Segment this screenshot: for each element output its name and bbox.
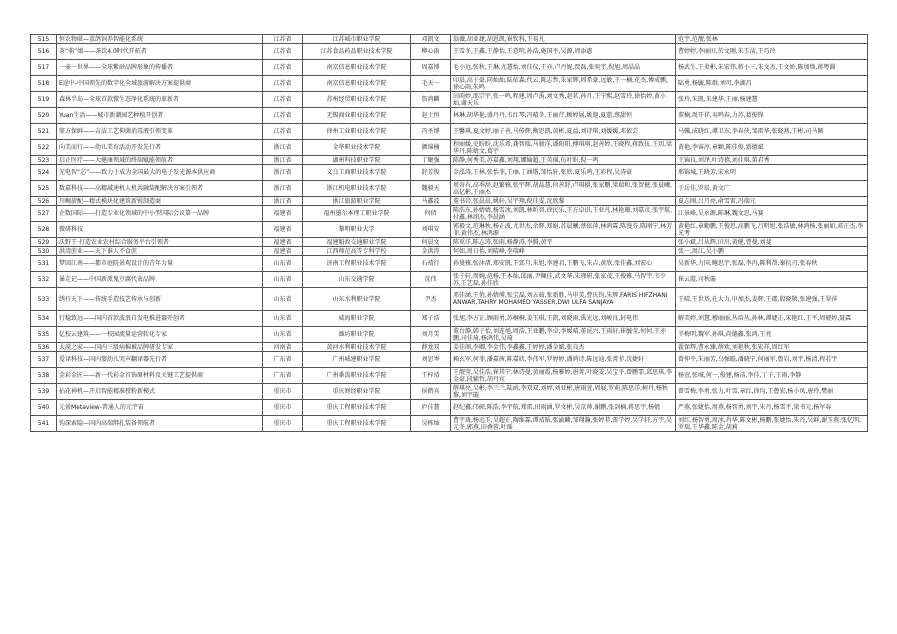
school-name: 浙江旅游职业学院 — [303, 197, 411, 206]
school-name: 徐州工业职业技术学院 — [303, 124, 411, 140]
lead-advisor: 吴栋灿 — [411, 416, 451, 432]
row-number: 537 — [31, 352, 57, 368]
table-row — [31, 76, 868, 92]
project-name: E途中-中国领先的数字化全域旅游解决方案提供商 — [57, 76, 263, 92]
table-row — [31, 247, 868, 256]
project-name: 一壶一世界——全球紫砂品牌形象的传播者 — [57, 60, 263, 76]
instructors: 陆勇,杨毓,陈群,刘可,李湖昌 — [676, 76, 868, 92]
province: 江苏省 — [263, 35, 303, 44]
school-name: 潍坊职业学院 — [303, 327, 411, 343]
team-members: 郭毅文,范琳秋,杨正波,尤世杰,余辉,郑娟,苏晨曦,蔡依萍,林鸿霖,陈漫芬,陈刚宁,林芳菲,黄伟杰,林鸿源 — [451, 222, 676, 238]
lead-advisor: 沈伟 — [411, 272, 451, 288]
province: 浙江省 — [263, 140, 303, 156]
school-name: 山东水利职业学院 — [303, 288, 411, 311]
team-members: 陈静,何秀美,苏嘉鑫,刘翔,娜愉超,王英瑶,伍叶盼,倪一鸣 — [451, 156, 676, 165]
school-name: 浙江机电职业技术学院 — [303, 181, 411, 197]
instructors: 解美婷,刘慧,穆丽丽,丛培丛,孙林,谭婕正,宋艳红,王平,周琥婷,聂霖 — [676, 311, 868, 327]
instructors: 刘红,杨智勇,周冰,肖华,陈文彬,杨鹏,张婕怡,朱丹,吴鲜,谢玉燕,张忆明,罗瑞,王华鑫,陈金,胡莉 — [676, 416, 868, 432]
project-name: 向美而行——幼儿美育活动开发先行者 — [57, 140, 263, 156]
instructors: 张一,周江,吴小鹏 — [676, 247, 868, 256]
team-members: 董台静,韩子怡,刘连旭,周浩,王亚鹏,李卓,李媛晴,董昆兴,王雨轩,崔毓莹,何何,王亦鹏,司佳琦,杨鸿伟,吴琦 — [451, 327, 676, 343]
school-name: 福建船政交通职业学院 — [303, 238, 411, 247]
table-row — [31, 108, 868, 124]
project-name: 拈花神机—开启智能精准授粉新模式 — [57, 384, 263, 400]
instructors: 夏志刚,吕月亮,俞雪雷,冯瑞元 — [676, 197, 868, 206]
lead-advisor: 颜锦楠 — [411, 140, 451, 156]
table-row — [31, 238, 868, 247]
row-number: 541 — [31, 416, 57, 432]
school-name: 广州城建职业学院 — [303, 352, 411, 368]
instructors: 曾仲平,朱丽芳,乌强聪,潘晓宁,何丽军,鲁岩,刘宇,杨清,程若宇 — [676, 352, 868, 368]
row-number: 538 — [31, 368, 57, 384]
school-name: 广州番禺职业技术学院 — [303, 368, 411, 384]
lead-advisor: 庐佳慧 — [411, 400, 451, 416]
team-members: 田雨婷,邵宗宇,张一鸣,程建,周卢禹,刘文秀,赵茗,孙月,王宁熙,赵雪玲,徐怡婷,黄小灿,谢天乐 — [451, 92, 676, 108]
instructors: 于岳佳,罗辰,黄文广 — [676, 181, 868, 197]
team-members: 陈浩东,孙婧婧,杨雪冰,刘凯,林昕智,徐民乐,王方卓识,王亚凡,林艳珊,刘嘉彦,张宇航,付鑫,林翊杰,李晨涵 — [451, 206, 676, 222]
project-name: 爱译科技—国内婴幼儿哭声翻译器先行者 — [57, 352, 263, 368]
row-number: 539 — [31, 384, 57, 400]
province: 广东省 — [263, 352, 303, 368]
table-row — [31, 206, 868, 222]
team-members: 王雪冬,王鑫,王静怡,王意明,孙浩,施国平,吴源,周添惠 — [451, 44, 676, 60]
instructors: 黄艳,李睿淳,章颖,陈佳俊,新德斌 — [676, 140, 868, 156]
instructors: 曾雪梅,李勇,张力,叶雪,章红,徐均,王鲁宏,杨小凤,唐玲,樊丽 — [676, 384, 868, 400]
lead-advisor: 石靖行 — [411, 256, 451, 272]
project-name: 元景Metaview-普通人的元宇宙 — [57, 400, 263, 416]
team-members: 张旭,李方正,顾雨勇,苏桐桐,姜玉琪,王凯,刘晓雨,禹光远,刘峻良,封电伟 — [451, 311, 676, 327]
team-members: 薛琪亮,吴彬,李兰兰,陆函,李双双,刘婷,刘亚彬,唐雨萱,周展,罗莉,陈思洋,柯丹,杨秋黎,刘宇璇 — [451, 384, 676, 400]
province: 江苏省 — [263, 44, 303, 60]
row-number: 528 — [31, 222, 57, 238]
row-number: 535 — [31, 327, 57, 343]
instructors: 张小斌,吕从辉,田川,黄健,曹曼,刘斐 — [676, 238, 868, 247]
lead-advisor: 赵士恒 — [411, 108, 451, 124]
province: 福建省 — [263, 238, 303, 247]
table-row — [31, 327, 868, 343]
instructors: 范宇,范靓,张林 — [676, 35, 868, 44]
province: 山东省 — [263, 288, 303, 311]
team-members: 印晨,高于豪,同灿灿,陆依森,代云,陈志哲,朱家辉,周希豪,远敏,王一楠,花杰,傅成鹏,徐心雨,朱鸣 — [451, 76, 676, 92]
lead-advisor: 丁聚强 — [411, 156, 451, 165]
province: 浙江省 — [263, 156, 303, 165]
row-number: 517 — [31, 60, 57, 76]
province: 重庆市 — [263, 384, 303, 400]
team-members: 翁薇,胡亚捷,胡恩凯,崔钦科,王易凡 — [451, 35, 676, 44]
project-name: 行稳致远——国内首款波浪自发电推进器开创者 — [57, 311, 263, 327]
province: 山东省 — [263, 272, 303, 288]
table-row — [31, 288, 868, 311]
team-members: 林琳,胡华艳,盛丹丹,韦红琴,冯晴冬,王丽芹,顾婷展,姚迦,夏慈,蔡甜恒 — [451, 108, 676, 124]
row-number: 515 — [31, 35, 57, 44]
province: 江苏省 — [263, 60, 303, 76]
province: 江苏省 — [263, 92, 303, 108]
table-row — [31, 352, 868, 368]
lead-advisor: 何倩 — [411, 206, 451, 222]
row-number: 531 — [31, 256, 57, 272]
province: 山东省 — [263, 327, 303, 343]
school-name: 金华职业技术学院 — [303, 140, 411, 156]
row-number: 524 — [31, 165, 57, 181]
team-members: 赵纪鑫,邝硕,陈浩,李宇航,郑雷,田雨涵,罗文彬,吴京帅,谢鹏,张剑楠,蒋思宇,杨婧 — [451, 400, 676, 416]
instructors: 辛梅明,魏军,孙琪,尚德鑫,张鸿,王亮 — [676, 327, 868, 343]
row-number: 521 — [31, 124, 57, 140]
lead-advisor: 柳心雨 — [411, 44, 451, 60]
lead-advisor: 尹杰 — [411, 288, 451, 311]
table-row — [31, 140, 868, 156]
school-name: 济南工程职业技术学院 — [303, 256, 411, 272]
project-name: 微研科技 — [57, 222, 263, 238]
team-members: 姜佳阁,李卿,李金伟,李鑫鑫,王婷婷,潘金斌,张良杰 — [451, 343, 676, 352]
row-number: 522 — [31, 140, 57, 156]
lead-advisor: 冯圣博 — [411, 124, 451, 140]
province: 福建省 — [263, 206, 303, 222]
lead-advisor: 金洪涛 — [411, 247, 451, 256]
award-table — [30, 34, 868, 432]
award-table-body — [31, 35, 868, 432]
lead-advisor: 郑子浩 — [411, 311, 451, 327]
row-number: 527 — [31, 206, 57, 222]
school-name: 黄河水利职业技术学院 — [303, 343, 411, 352]
table-row — [31, 181, 868, 197]
school-name: 黎明职业大学 — [303, 222, 411, 238]
lead-advisor: 刘思岑 — [411, 352, 451, 368]
school-name: 江西师范高等专科学校 — [303, 247, 411, 256]
project-name: 金彩金匠——新一代彩金首饰原材料及关键工艺提供商 — [57, 368, 263, 384]
lead-advisor: 刘琪安 — [411, 222, 451, 238]
project-name: 钩深索隐—国内高端绑扎装备领航者 — [57, 416, 263, 432]
row-number: 530 — [31, 247, 57, 256]
table-row — [31, 222, 868, 238]
project-name: 绣行天下——传统手造技艺传承与创新 — [57, 288, 263, 311]
lead-advisor: 马鑫波 — [411, 197, 451, 206]
team-members: 张于轩,周婉,范杨,王本灿,邱丽,尹佩佳,武文华,朱瑾研,张家茂,王俊雅,马智宇,韦少苏,王艺磊,孙佳欣 — [451, 272, 676, 288]
project-name: 企数国际——打造专业化领域的中小型国际会议第一品牌 — [57, 206, 263, 222]
project-name: 暴走记——中国新派鬼豆腐代表品牌 — [57, 272, 263, 288]
row-number: 519 — [31, 92, 57, 108]
project-name: 梦回江南——都市庭院景观设计的青年力量 — [57, 256, 263, 272]
project-name: 简方保鲜——吉洁工艺抑菌消毒液引领变革 — [57, 124, 263, 140]
row-number: 533 — [31, 288, 57, 311]
table-row — [31, 256, 868, 272]
school-name: 无锡商业职业技术学院 — [303, 108, 411, 124]
team-members: 王靓莹,吴佳浩,崔其宁,林诗曼,黄丽霞,杨雅婷,唐菁,叶晓雯,吴宝平,曾鹏霏,邱思琪,李金豪,段辅哲,胡丹宾 — [451, 368, 676, 384]
school-name: 福州墨尔本理工职业学院 — [303, 206, 411, 222]
table-row — [31, 311, 868, 327]
lead-advisor: 魏毅天 — [411, 181, 451, 197]
table-row — [31, 165, 868, 181]
school-name: 湖州科技职业学院 — [303, 156, 411, 165]
province: 河南省 — [263, 343, 303, 352]
province: 江苏省 — [263, 108, 303, 124]
project-name: 洪湾蔗业——天下谁人不食蔗 — [57, 247, 263, 256]
team-members: 孙曼雅,张沐渚,郑安凯,王郅月,朱旭,李建君,王鹏飞,朱吉,黄欣,张佳鑫,刘宏心 — [451, 256, 676, 272]
province: 广东省 — [263, 368, 303, 384]
row-number: 532 — [31, 272, 57, 288]
lead-advisor: 侯鹤宾 — [411, 384, 451, 400]
instructors: 邢锦城,王晓芳,宋永明 — [676, 165, 868, 181]
province: 浙江省 — [263, 165, 303, 181]
award-list-sheet — [30, 34, 867, 432]
team-members: 王馨琪,夏文婷,丽子善,马传辉,衡思凯,黄彬,夏益,刘诗琪,刘媛媛,邓依芸 — [451, 124, 676, 140]
province: 重庆市 — [263, 400, 303, 416]
project-name: 森林半岛—全球首款微生态净化系统的革新者 — [57, 92, 263, 108]
instructors: 杨武生,王炎彬,朱宏伟,蒋小三,朱文杰,王文娇,陈加焕,蒋粤圆 — [676, 60, 868, 76]
province: 福建省 — [263, 247, 303, 256]
project-name: 恒农物联—蛋鸽饲养智能化系统 — [57, 35, 263, 44]
project-name: 数嘉科技——高精减速机人机共融装配解决方案引领者 — [57, 181, 263, 197]
project-name: Yuan生活——城市新潮园艺种植开创者 — [57, 108, 263, 124]
table-row — [31, 124, 868, 140]
table-row — [31, 92, 868, 108]
instructors: 曹婷婷,李丽田,於文刚,朱玉洁,王巧玲 — [676, 44, 868, 60]
lead-advisor: 王梓靖 — [411, 368, 451, 384]
instructors: 翟保辉,曹永臻,薛欢,刘艳秋,张宏祥,周红军 — [676, 343, 868, 352]
instructors: 严燕,张婕怡,周燕,杨智勇,刘宇,朱丹,杨雪平,梁书元,杨军春 — [676, 400, 868, 416]
team-members: 陈重洋,陈志涛,张雨,杨静涛,李腾,黄宇 — [451, 238, 676, 247]
team-members: 曹宇珑,杨远玉,吴超正,陶维霖,谭靖韬,张渝麟,邹翔瀚,张婷菲,雷学婷,吴学轩,方宇,吴元冬,郭燕,田叠蓉,叶瑶 — [451, 416, 676, 432]
table-row — [31, 368, 868, 384]
table-row — [31, 44, 868, 60]
row-number: 518 — [31, 76, 57, 92]
team-members: 程丽媛,史盼盼,沈乐希,龚智瑞,马骏洋,潘阳阳,傅琪琪,赵善婷,王晓程,蒋致伍,王玥,梁华丹,陈婧文,葛宇 — [451, 140, 676, 156]
table-row — [31, 272, 868, 288]
province: 浙江省 — [263, 197, 303, 206]
project-name: 大漠之家——国内三级病棉被品牌研发专家 — [57, 343, 263, 352]
province: 山东省 — [263, 256, 303, 272]
province: 江苏省 — [263, 76, 303, 92]
lead-advisor: 邓凯文 — [411, 35, 451, 44]
lead-advisor: 何晨文 — [411, 238, 451, 247]
team-members: 毛小远,张秋,王琳,尤慧怡,刘佳仪,王亦,卢丹妮,贾磊,张奕宇,倪旭,周晶晶 — [451, 60, 676, 76]
school-name: 山东交通学院 — [303, 272, 411, 288]
table-row — [31, 416, 868, 432]
project-name: 亿校云建筑——一校园流量运营转化专家 — [57, 327, 263, 343]
lead-advisor: 薛龙双 — [411, 343, 451, 352]
table-row — [31, 384, 868, 400]
province: 浙江省 — [263, 181, 303, 197]
team-members: 赖玄军,何菲,潘嘉茜,陈嘉欣,李伟军,罗婷婷,潘鸿诗,陈远迪,张菁菲,沈婕轩 — [451, 352, 676, 368]
lead-advisor: 周嘉博 — [411, 60, 451, 76]
instructors: 张玲,朱凯,朱建华,王丽,杨建慧 — [676, 92, 868, 108]
team-members: 邓佳涵,王俏,孙婧博,张宝磊,刘五茹,张新胜,马申美,曹庆钧,朱辉,FARIS HIFZHANI ANWAR,TAHRY MOHAMED YASSER,DWI ULFA SANJAYA — [451, 288, 676, 311]
row-number: 523 — [31, 156, 57, 165]
table-row — [31, 60, 868, 76]
table-row — [31, 343, 868, 352]
lead-advisor: 舒芳俊 — [411, 165, 451, 181]
team-members: 何如,周日怡,刘晴峰,李瑞峰 — [451, 247, 676, 256]
row-number: 516 — [31, 44, 57, 60]
project-name: 川畹旋配—精式模块化建筑新锐制造商 — [57, 197, 263, 206]
table-row — [31, 156, 868, 165]
school-name: 江苏城市职业学院 — [303, 35, 411, 44]
lead-advisor: 詹鸿麟 — [411, 92, 451, 108]
province: 福建省 — [263, 222, 303, 238]
row-number: 536 — [31, 343, 57, 352]
instructors: 黄艳红,章勤鹏,王俊思,高鹏飞,吕明旭,张浩敏,林鸿杨,张丽如,邓正杰,李光考 — [676, 222, 868, 238]
project-name: 茶“萌”娘——茶饮4.0时代开拓者 — [57, 44, 263, 60]
school-name: 南京信息职业技术学院 — [303, 76, 411, 92]
row-number: 525 — [31, 181, 57, 197]
school-name: 重庆财经职业学院 — [303, 384, 411, 400]
row-number: 526 — [31, 197, 57, 206]
row-number: 540 — [31, 400, 57, 416]
team-members: 董书岩,张晨晨,姚轩,吴宇翔,倪佳雯,沈欣黎 — [451, 197, 676, 206]
school-name: 南京信息职业技术学院 — [303, 60, 411, 76]
row-number: 534 — [31, 311, 57, 327]
school-name: 江苏食品药品职业技术学院 — [303, 44, 411, 60]
table-row — [31, 35, 868, 44]
table-row — [31, 197, 868, 206]
instructors: 王锦良,刘泽,叶诗禧,刘佳琪,董君秀 — [676, 156, 868, 165]
instructors: 江景峰,吴永源,陈琳,魏文思,马赛 — [676, 206, 868, 222]
row-number: 520 — [31, 108, 57, 124]
lead-advisor: 毛天一 — [411, 76, 451, 92]
lead-advisor: 刘月美 — [411, 327, 451, 343]
school-name: 苏州经贸职业技术学院 — [303, 92, 411, 108]
row-number: 529 — [31, 238, 57, 247]
team-members: 金泓涛,王林,张怡菲,王丽,丁涵锴,邹怡轩,张欣,夏乐鸣,王彩程,吴涛豪 — [451, 165, 676, 181]
school-name: 威海职业学院 — [303, 311, 411, 327]
instructors: 董楠,周开祥,夷鸣春,力苏,葛俊锋 — [676, 108, 868, 124]
project-name: 启正医疗——大健康领域的终端赋能领航者 — [57, 156, 263, 165]
province: 重庆市 — [263, 416, 303, 432]
instructors: 马骥,成晓红,谭卫东,李春侠,邹雷华,张晓燕,王彬,司马颍 — [676, 124, 868, 140]
province: 江苏省 — [263, 124, 303, 140]
instructors: 崔云霞,司秋璇 — [676, 272, 868, 288]
instructors: 吴新华,力国,鲍思宇,张磊,李冉,陈利帮,秦抗刃,张春秋 — [676, 256, 868, 272]
table-row — [31, 400, 868, 416]
instructors: 王晴,王世基,孔大力,申加杰,姜辉,王郡,殷晓敬,张建强,王翠萍 — [676, 288, 868, 311]
province: 山东省 — [263, 311, 303, 327]
project-name: 沃野王·打造农业农村综合服务平台引领者 — [57, 238, 263, 247]
school-name: 义乌工商职业技术学院 — [303, 165, 411, 181]
school-name: 重庆工程职业技术学院 — [303, 400, 411, 416]
school-name: 重庆工程职业技术学院 — [303, 416, 411, 432]
project-name: 光电智“芯”——致力于成为全国最大的电子发光源本供应商 — [57, 165, 263, 181]
instructors: 杨萱,张城,何一,俊建,杨洁,李佳,丁子,王雨,李静 — [676, 368, 868, 384]
team-members: 周奇有,高季辞,赵繁雅,张宇辉,胡晶慧,何善舒,卢琪棋,张家鹏,梁瑞和,张贺健,张晨曦,高亿彬,王丽杰 — [451, 181, 676, 197]
